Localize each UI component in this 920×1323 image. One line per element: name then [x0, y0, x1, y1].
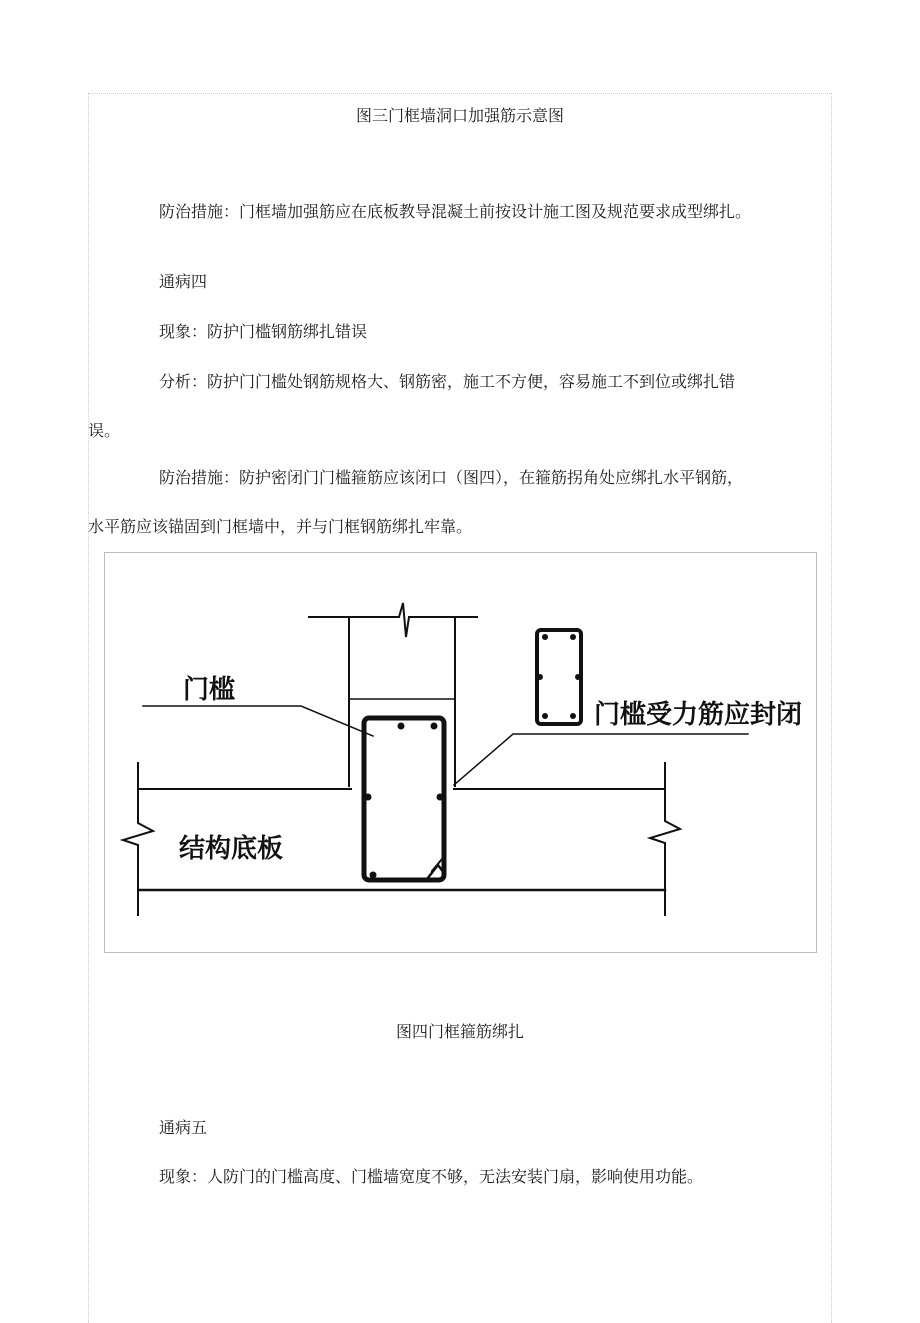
rebar-dot [431, 723, 438, 730]
wall-break-line [309, 603, 477, 637]
phenomenon4-paragraph: 现象：防护门槛钢筋绑扎错误 [159, 322, 368, 341]
rebar-dot [542, 713, 548, 719]
leader-closed [454, 734, 748, 785]
figure3-caption: 图三门框墙洞口加强筋示意图 [355, 106, 564, 125]
rebar-dot [537, 674, 543, 680]
rebar-dot [398, 723, 405, 730]
measure4-line2: 水平筋应该锚固到门框墙中，并与门框钢筋绑扎牢靠。 [88, 517, 473, 536]
label-closed-rebar: 门槛受力筋应封闭 [594, 700, 803, 730]
rebar-dot [570, 713, 576, 719]
label-structural-slab: 结构底板 [179, 834, 284, 864]
rebar-dot [365, 794, 372, 801]
label-threshold: 门槛 [183, 675, 236, 705]
rebar-dot [437, 794, 444, 801]
slab-left-break [123, 763, 153, 915]
analysis4-line1: 分析：防护门门槛处钢筋规格大、钢筋密，施工不方便，容易施工不到位或绑扎错 [159, 372, 736, 391]
rebar-dot [370, 872, 377, 879]
heading-defect5: 通病五 [159, 1118, 208, 1137]
measure4-line1: 防治措施：防护密闭门门槛箍筋应该闭口（图四），在箍筋拐角处应绑扎水平钢筋， [159, 468, 744, 487]
phenomenon5-paragraph: 现象：人防门的门槛高度、门槛墙宽度不够，无法安装门扇，影响使用功能。 [159, 1167, 704, 1186]
figure4-caption: 图四门框箍筋绑扎 [395, 1022, 524, 1041]
rebar-dot [542, 634, 548, 640]
threshold-stirrup [364, 718, 444, 880]
threshold-rebar-drawing [105, 553, 816, 952]
rebar-dot [575, 674, 581, 680]
rebar-dot [570, 634, 576, 640]
figure4-diagram [104, 552, 817, 953]
heading-defect4: 通病四 [159, 272, 208, 291]
detail-closed-stirrup [537, 630, 581, 724]
leader-threshold [143, 706, 373, 736]
slab-right-break [650, 763, 680, 915]
measure3-paragraph: 防治措施：门框墙加强筋应在底板教导混凝土前按设计施工图及规范要求成型绑扎。 [159, 202, 752, 221]
analysis4-line2: 误。 [88, 421, 121, 440]
